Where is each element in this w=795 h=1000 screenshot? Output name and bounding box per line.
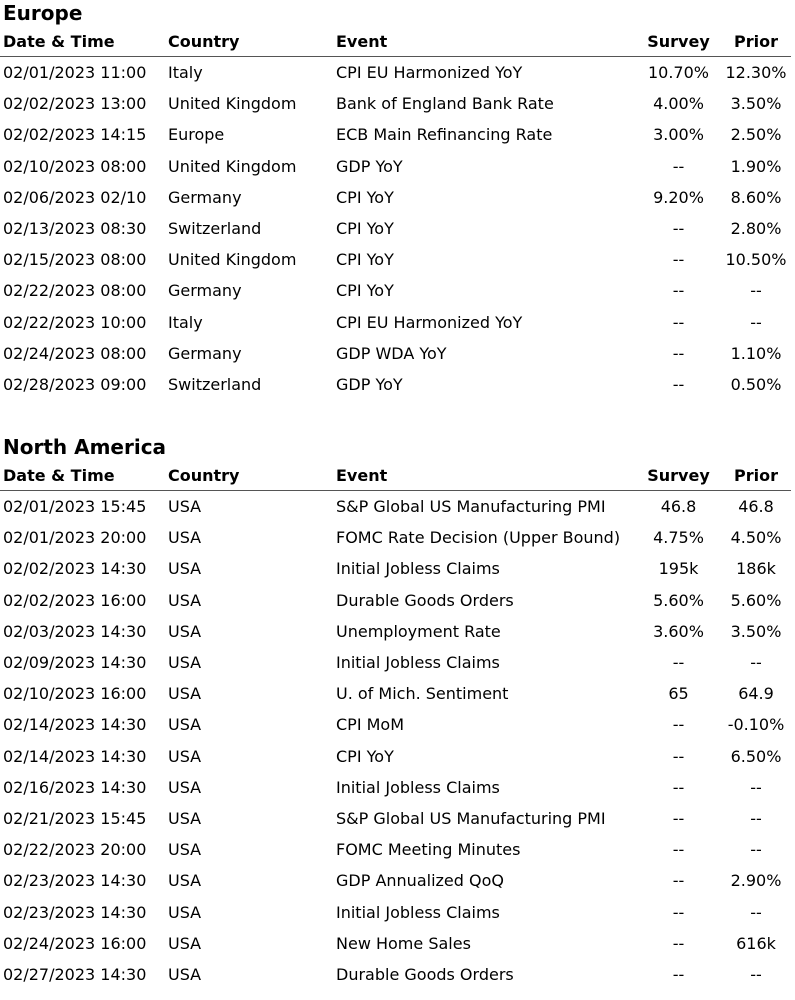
cell-survey: 4.75%	[653, 528, 704, 548]
cell-country: Germany	[168, 187, 242, 207]
cell-date: 02/23/2023 14:30	[3, 871, 147, 891]
cell-survey: --	[672, 250, 685, 270]
cell-prior: 5.60%	[730, 590, 782, 610]
north-america-section	[0, 434, 795, 990]
cell-prior: 4.50%	[730, 528, 782, 548]
table-row	[0, 834, 791, 865]
column-header-prior: Prior	[721, 460, 791, 491]
cell-country: Italy	[168, 63, 203, 83]
cell-prior: 0.50%	[730, 374, 782, 394]
cell-prior: --	[750, 902, 762, 922]
cell-date: 02/10/2023 16:00	[3, 684, 147, 704]
cell-event: CPI YoY	[336, 281, 394, 301]
cell-survey: 195k	[658, 559, 699, 579]
table-row	[0, 522, 791, 553]
cell-prior: --	[750, 808, 762, 828]
cell-country: Italy	[168, 312, 203, 332]
cell-survey: --	[672, 343, 685, 363]
cell-survey: --	[672, 219, 685, 239]
cell-date: 02/01/2023 11:00	[3, 63, 147, 83]
section-title: North America	[3, 435, 167, 459]
column-header-survey: Survey	[636, 460, 721, 491]
cell-event: Initial Jobless Claims	[336, 653, 500, 673]
cell-country: Germany	[168, 343, 242, 363]
table-row	[0, 151, 791, 182]
column-header-date: Date & Time	[0, 460, 168, 491]
europe-table	[0, 26, 791, 400]
cell-survey: --	[672, 281, 685, 301]
cell-survey: --	[672, 312, 685, 332]
table-row	[0, 741, 791, 772]
cell-event: GDP Annualized QoQ	[336, 871, 504, 891]
cell-prior: 46.8	[738, 497, 774, 517]
cell-date: 02/24/2023 08:00	[3, 343, 147, 363]
cell-country: USA	[168, 559, 202, 579]
cell-date: 02/15/2023 08:00	[3, 250, 147, 270]
cell-date: 02/14/2023 14:30	[3, 715, 147, 735]
cell-country: USA	[168, 808, 202, 828]
cell-date: 02/02/2023 14:15	[3, 125, 147, 145]
cell-event: GDP YoY	[336, 374, 403, 394]
cell-event: Bank of England Bank Rate	[336, 94, 554, 114]
north-america-table	[0, 460, 791, 990]
cell-survey: --	[672, 964, 685, 984]
cell-survey: --	[672, 902, 685, 922]
cell-survey: --	[672, 808, 685, 828]
cell-prior: 10.50%	[725, 250, 787, 270]
cell-date: 02/22/2023 08:00	[3, 281, 147, 301]
cell-date: 02/02/2023 16:00	[3, 590, 147, 610]
cell-date: 02/10/2023 08:00	[3, 156, 147, 176]
cell-prior: --	[750, 964, 762, 984]
cell-event: Durable Goods Orders	[336, 964, 514, 984]
table-row	[0, 491, 791, 523]
cell-event: Unemployment Rate	[336, 621, 501, 641]
cell-country: USA	[168, 746, 202, 766]
cell-event: ECB Main Refinancing Rate	[336, 125, 553, 145]
cell-prior: 3.50%	[730, 621, 782, 641]
cell-event: CPI YoY	[336, 219, 394, 239]
cell-country: USA	[168, 621, 202, 641]
table-row	[0, 865, 791, 896]
cell-survey: --	[672, 156, 685, 176]
cell-country: Germany	[168, 281, 242, 301]
cell-date: 02/14/2023 14:30	[3, 746, 147, 766]
cell-country: Switzerland	[168, 374, 262, 394]
table-row	[0, 88, 791, 119]
cell-survey: 3.00%	[653, 125, 704, 145]
cell-country: Europe	[168, 125, 225, 145]
cell-event: U. of Mich. Sentiment	[336, 684, 509, 704]
cell-prior: --	[750, 312, 762, 332]
cell-date: 02/27/2023 14:30	[3, 964, 147, 984]
column-header-event: Event	[336, 26, 636, 57]
cell-survey: 4.00%	[653, 94, 704, 114]
europe-section	[0, 0, 795, 400]
cell-country: USA	[168, 964, 202, 984]
cell-survey: --	[672, 715, 685, 735]
cell-date: 02/06/2023 02/10	[3, 187, 147, 207]
table-row	[0, 244, 791, 275]
cell-prior: 64.9	[738, 684, 774, 704]
column-header-survey: Survey	[636, 26, 721, 57]
cell-country: United Kingdom	[168, 156, 297, 176]
cell-prior: --	[750, 777, 762, 797]
north-america-table-body	[0, 491, 791, 991]
column-header-prior: Prior	[721, 26, 791, 57]
cell-event: New Home Sales	[336, 933, 471, 953]
cell-date: 02/23/2023 14:30	[3, 902, 147, 922]
table-row	[0, 338, 791, 369]
cell-date: 02/24/2023 16:00	[3, 933, 147, 953]
cell-prior: 3.50%	[730, 94, 782, 114]
cell-country: USA	[168, 902, 202, 922]
table-header-row	[0, 460, 791, 491]
cell-prior: 12.30%	[725, 63, 787, 83]
table-row	[0, 275, 791, 306]
cell-country: USA	[168, 653, 202, 673]
cell-event: FOMC Rate Decision (Upper Bound)	[336, 528, 621, 548]
cell-date: 02/13/2023 08:30	[3, 219, 147, 239]
cell-event: CPI YoY	[336, 746, 394, 766]
cell-country: USA	[168, 590, 202, 610]
cell-date: 02/09/2023 14:30	[3, 653, 147, 673]
cell-prior: 2.80%	[730, 219, 782, 239]
column-header-date: Date & Time	[0, 26, 168, 57]
table-row	[0, 709, 791, 740]
cell-country: USA	[168, 497, 202, 517]
cell-event: Initial Jobless Claims	[336, 902, 500, 922]
cell-survey: 10.70%	[647, 63, 709, 83]
cell-survey: --	[672, 374, 685, 394]
table-row	[0, 896, 791, 927]
table-row	[0, 772, 791, 803]
table-row	[0, 553, 791, 584]
cell-prior: 1.10%	[730, 343, 782, 363]
table-header-row	[0, 26, 791, 57]
cell-event: GDP WDA YoY	[336, 343, 447, 363]
cell-survey: --	[672, 777, 685, 797]
cell-country: USA	[168, 840, 202, 860]
table-row	[0, 678, 791, 709]
table-row	[0, 369, 791, 400]
column-header-country: Country	[168, 460, 336, 491]
table-row	[0, 928, 791, 959]
cell-event: GDP YoY	[336, 156, 403, 176]
cell-event: S&P Global US Manufacturing PMI	[336, 497, 606, 517]
cell-date: 02/02/2023 14:30	[3, 559, 147, 579]
cell-prior: 1.90%	[730, 156, 782, 176]
column-header-event: Event	[336, 460, 636, 491]
cell-survey: 46.8	[660, 497, 697, 517]
cell-event: Durable Goods Orders	[336, 590, 514, 610]
cell-survey: 3.60%	[653, 621, 704, 641]
cell-event: CPI EU Harmonized YoY	[336, 312, 523, 332]
cell-country: USA	[168, 777, 202, 797]
cell-country: USA	[168, 684, 202, 704]
cell-event: CPI YoY	[336, 187, 394, 207]
cell-event: S&P Global US Manufacturing PMI	[336, 808, 606, 828]
cell-event: FOMC Meeting Minutes	[336, 840, 521, 860]
cell-prior: 2.50%	[730, 125, 782, 145]
cell-country: USA	[168, 871, 202, 891]
cell-event: CPI YoY	[336, 250, 394, 270]
cell-prior: -0.10%	[727, 715, 785, 735]
cell-date: 02/16/2023 14:30	[3, 777, 147, 797]
cell-prior: 616k	[736, 933, 776, 953]
cell-country: USA	[168, 715, 202, 735]
cell-date: 02/01/2023 20:00	[3, 528, 147, 548]
cell-survey: --	[672, 933, 685, 953]
cell-prior: --	[750, 653, 762, 673]
table-row	[0, 57, 791, 89]
cell-date: 02/28/2023 09:00	[3, 374, 147, 394]
cell-event: CPI MoM	[336, 715, 405, 735]
table-row	[0, 119, 791, 150]
cell-date: 02/01/2023 15:45	[3, 497, 147, 517]
table-row	[0, 616, 791, 647]
cell-country: United Kingdom	[168, 250, 297, 270]
cell-date: 02/22/2023 20:00	[3, 840, 147, 860]
section-title: Europe	[3, 1, 83, 25]
cell-event: Initial Jobless Claims	[336, 777, 500, 797]
cell-country: USA	[168, 933, 202, 953]
cell-date: 02/21/2023 15:45	[3, 808, 147, 828]
cell-event: Initial Jobless Claims	[336, 559, 500, 579]
table-row	[0, 647, 791, 678]
column-header-country: Country	[168, 26, 336, 57]
cell-event: CPI EU Harmonized YoY	[336, 63, 523, 83]
table-row	[0, 959, 791, 990]
cell-date: 02/03/2023 14:30	[3, 621, 147, 641]
table-row	[0, 803, 791, 834]
cell-date: 02/22/2023 10:00	[3, 312, 147, 332]
cell-survey: 5.60%	[653, 590, 704, 610]
cell-prior: 6.50%	[730, 746, 782, 766]
table-row	[0, 213, 791, 244]
cell-country: USA	[168, 528, 202, 548]
cell-survey: --	[672, 746, 685, 766]
cell-prior: 186k	[736, 559, 776, 579]
cell-survey: 9.20%	[653, 187, 704, 207]
table-row	[0, 307, 791, 338]
table-row	[0, 182, 791, 213]
cell-survey: --	[672, 840, 685, 860]
cell-prior: 8.60%	[730, 187, 782, 207]
cell-prior: 2.90%	[730, 871, 782, 891]
table-row	[0, 585, 791, 616]
cell-survey: 65	[668, 684, 689, 704]
cell-date: 02/02/2023 13:00	[3, 94, 147, 114]
cell-prior: --	[750, 281, 762, 301]
cell-country: Switzerland	[168, 219, 262, 239]
cell-survey: --	[672, 871, 685, 891]
cell-survey: --	[672, 653, 685, 673]
cell-country: United Kingdom	[168, 94, 297, 114]
cell-prior: --	[750, 840, 762, 860]
europe-table-body	[0, 57, 791, 401]
